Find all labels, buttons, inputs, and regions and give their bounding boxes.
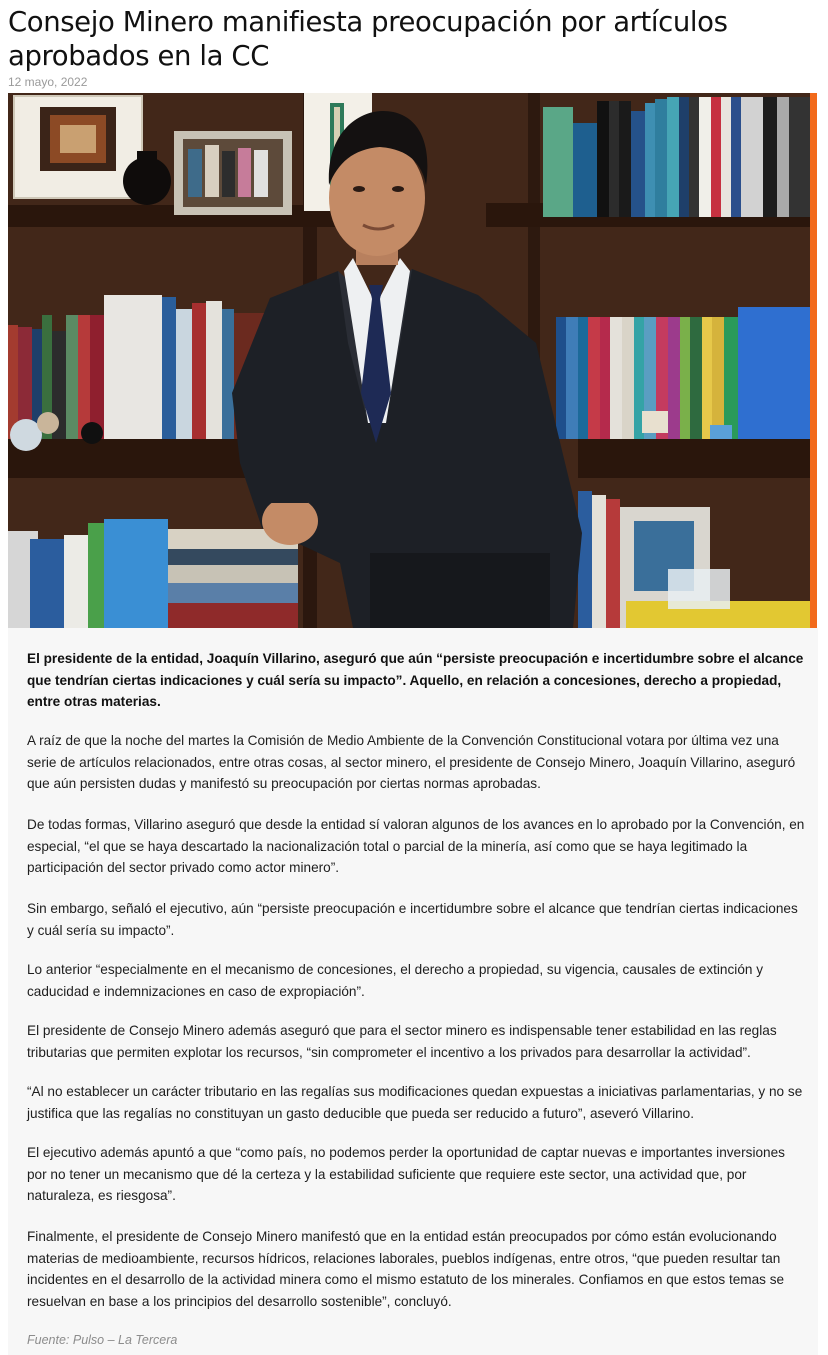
article-source: Fuente: Pulso – La Tercera: [27, 1333, 178, 1347]
article-paragraph: El presidente de Consejo Minero además aseguró que para el sector minero es indispensable tener estabilidad en las reglas tributarias que permiten explotar los recursos, “sin comprometer el incentivo a los privados para desarrollar la actividad”.: [27, 1023, 777, 1060]
article-paragraph: A raíz de que la noche del martes la Comisión de Medio Ambiente de la Convención Constitucional votara por última vez una serie de artículos relacionados, entre otras cosas, al sector minero, el presidente de Consejo Minero, Joaquín Villarino, aseguró que aún persisten dudas y manifestó su preocupación por ciertas normas aprobadas.: [27, 733, 796, 792]
article-date: 12 mayo, 2022: [8, 75, 88, 89]
article-paragraph: “Al no establecer un carácter tributario en las regalías sus modificaciones quedan expuestas a iniciativas parlamentarias, y no se justifica que las regalías no constituyan un gasto deducible que pueda ser reducido a futuro”, aseveró Villarino.: [27, 1084, 803, 1121]
article-paragraph: Sin embargo, señaló el ejecutivo, aún “persiste preocupación e incertidumbre sobre el alcance que tendrían ciertas indicaciones y cuál sería su impacto”.: [27, 901, 798, 938]
article-paragraph: Lo anterior “especialmente en el mecanismo de concesiones, el derecho a propiedad, su vigencia, causales de extinción y caducidad e indemnizaciones en caso de expropiación”.: [27, 962, 764, 999]
article-photo: [8, 93, 810, 628]
article-body: [8, 628, 818, 1355]
article-lead: El presidente de la entidad, Joaquín Villarino, aseguró que aún “persiste preocupación e incertidumbre sobre el alcance que tendrían ciertas indicaciones y cuál sería su impacto”. Aquello, en relación a concesiones, derecho a propiedad, entre otras materias.: [27, 651, 804, 710]
article-paragraph: Finalmente, el presidente de Consejo Minero manifestó que en la entidad están preocupados por cómo están evolucionando materias de medioambiente, recursos hídricos, relaciones laborales, pueblos indígenas, entre otros, “que pueden resultar tan incidentes en el desarrollo de la actividad minera como el mismo estatuto de los minerales. Confiamos en que estos temas se resuelvan en base a los principios del desarrollo sostenible”, concluyó.: [27, 1229, 785, 1310]
article-title: Consejo Minero manifiesta preocupación por artículos aprobados en la CC: [8, 6, 728, 72]
accent-bar: [810, 93, 817, 631]
article-paragraph: El ejecutivo además apuntó a que “como país, no podemos perder la oportunidad de captar nuevas e importantes inversiones por no tener un mecanismo que dé la certeza y la estabilidad suficiente que requiere este sector, una actividad que, por naturaleza, es riesgosa”.: [27, 1145, 785, 1204]
article-paragraph: De todas formas, Villarino aseguró que desde la entidad sí valoran algunos de los avances en lo aprobado por la Convención, en especial, “el que se haya descartado la nacionalización total o parcial de la minería, así como que se haya legitimado la participación del sector privado como actor minero”.: [27, 817, 805, 876]
